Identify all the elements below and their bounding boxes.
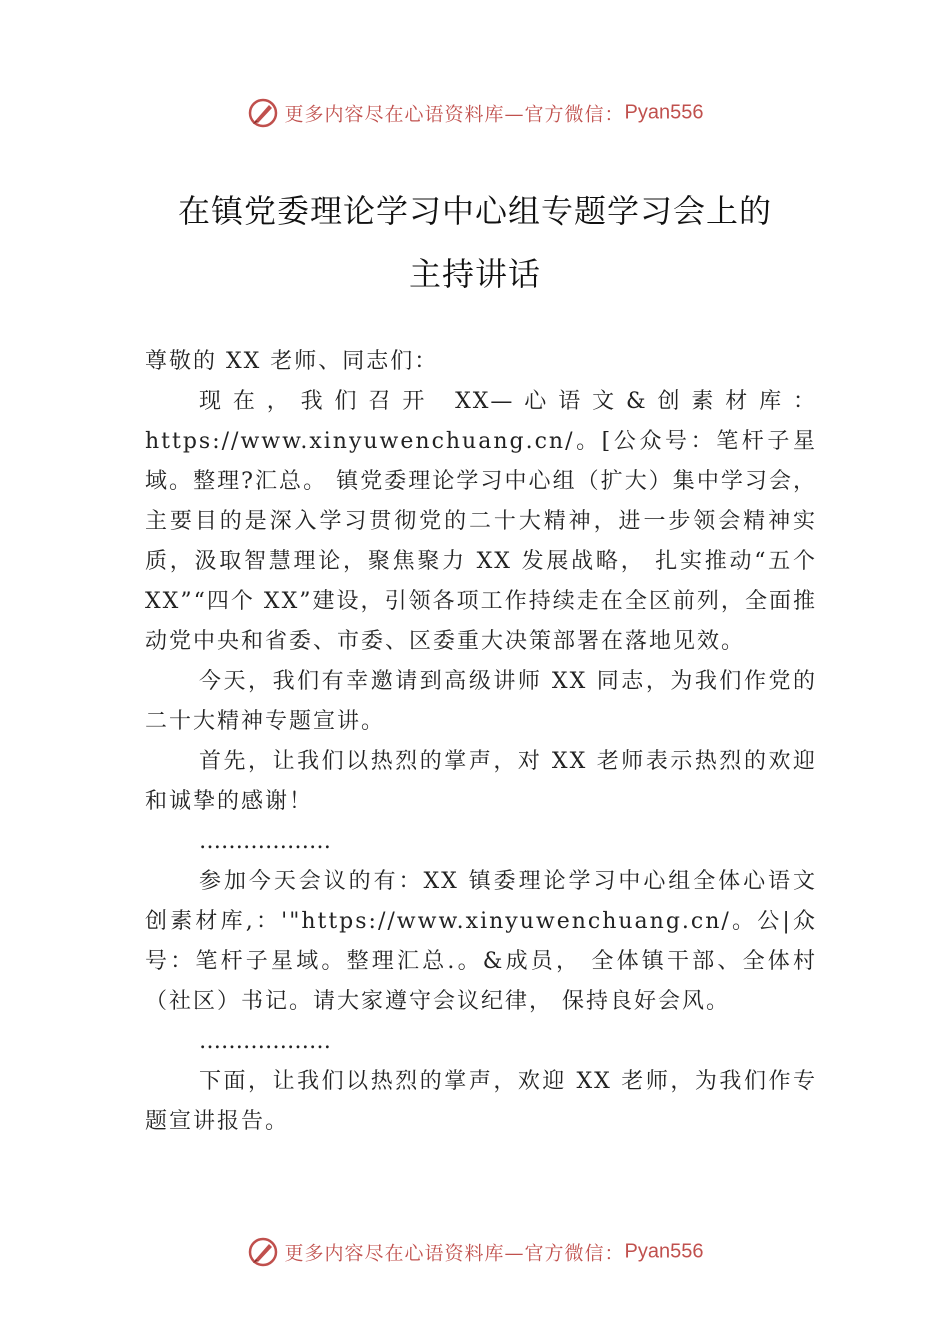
- ellipsis-divider: ………………: [199, 829, 331, 854]
- paragraph-attendees: 参加今天会议的有：XX 镇委理论学习中心组全体心语文创素材库,：'"https://www.xinyuwenchuang.cn/。公|众号：笔杆子星域。整理汇总.。&成员， 全体镇干部、全体村（社区）书记。请大家遵守会议纪律， 保持良好会风。: [145, 869, 817, 1014]
- paragraph-welcome: 首先，让我们以热烈的掌声，对 XX 老师表示热烈的欢迎和诚挚的感谢！: [145, 749, 817, 814]
- pen-logo-icon: [247, 97, 279, 129]
- header-banner: [0, 97, 950, 129]
- pen-logo-icon: [247, 1236, 279, 1268]
- paragraph-opening: 现在，我们召开 XX—心语文&创素材库：https://www.xinyuwenchuang.cn/。[公众号：笔杆子星域。整理?汇总。 镇党委理论学习中心组（扩大）集中学习会，主要目的是深入学习贯彻党的二十大精神，进一步领会精神实质，汲取智慧理论，聚焦聚力 XX 发展战略， 扎实推动“五个 XX”“四个 XX”建设，引领各项工作持续走在全区前列，全面推动党中央和省委、市委、区委重大决策部署在落地见效。: [145, 389, 817, 654]
- document-title-line2: 主持讲话: [408, 255, 541, 293]
- paragraph-closing: 下面，让我们以热烈的掌声，欢迎 XX 老师，为我们作专题宣讲报告。: [145, 1069, 817, 1134]
- header-banner-text: 更多内容尽在心语资料库—官方微信：: [284, 103, 625, 126]
- document-body: [145, 342, 817, 1142]
- paragraph-guest-intro: 今天，我们有幸邀请到高级讲师 XX 同志，为我们作党的二十大精神专题宣讲。: [145, 669, 817, 734]
- salutation: 尊敬的 XX 老师、同志们：: [145, 349, 439, 374]
- header-banner-account: Pyan556: [624, 101, 704, 124]
- footer-banner: [0, 1236, 950, 1268]
- ellipsis-divider: ………………: [199, 1029, 331, 1054]
- footer-banner-account: Pyan556: [624, 1240, 704, 1263]
- footer-banner-text: 更多内容尽在心语资料库—官方微信：: [284, 1242, 625, 1265]
- document-title-line1: 在镇党委理论学习中心组专题学习会上的: [177, 192, 772, 230]
